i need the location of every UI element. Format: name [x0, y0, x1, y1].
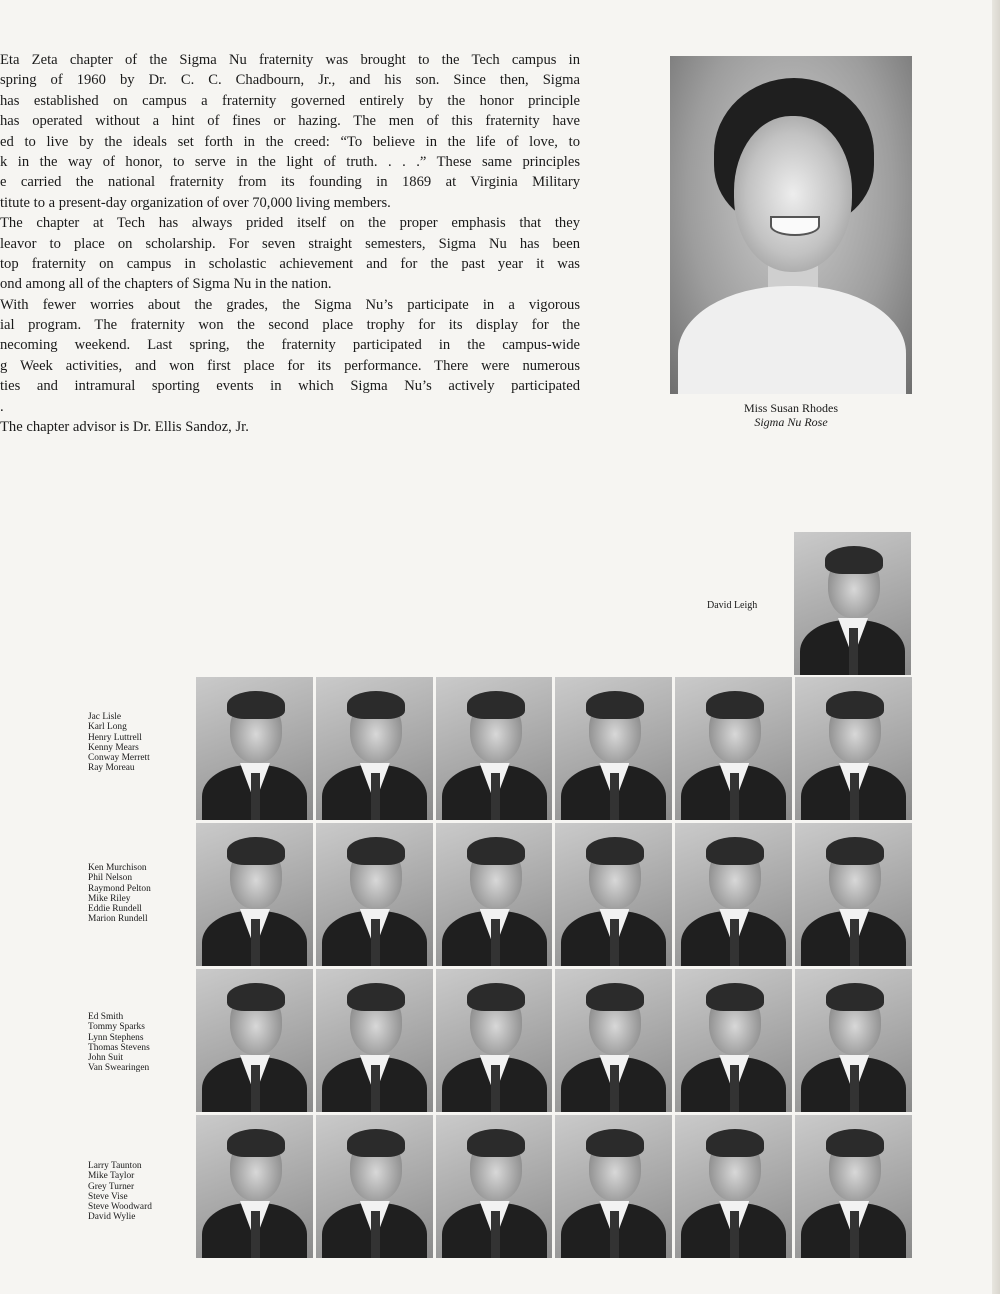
member-name: Marion Rundell — [88, 914, 148, 925]
member-name: Eddie Rundell — [88, 904, 142, 915]
member-name: Ray Moreau — [88, 763, 135, 774]
photo-row — [196, 823, 912, 966]
article-line: top fraternity on campus in scholastic achievement and for the past year it was — [0, 255, 580, 272]
member-photo — [555, 677, 672, 820]
member-photo-grid — [196, 677, 912, 1261]
member-name: Mike Taylor — [88, 1171, 135, 1182]
member-name: Thomas Stevens — [88, 1042, 150, 1053]
article-line: e carried the national fraternity from its founding in 1869 at Virginia Military — [0, 174, 580, 191]
row-2-names — [88, 863, 151, 925]
article-line: titute to a present-day organization of over 70,000 living members. — [0, 194, 391, 211]
member-name: Raymond Pelton — [88, 883, 151, 894]
leader-name: David Leigh — [707, 600, 758, 611]
member-name: David Wylie — [88, 1212, 136, 1223]
member-name: Tommy Sparks — [88, 1022, 145, 1033]
article-line: . — [0, 398, 4, 415]
article-line: The chapter at Tech has always prided itself on the proper emphasis that they — [0, 215, 580, 232]
member-name: Ed Smith — [88, 1012, 124, 1022]
member-photo — [795, 823, 912, 966]
photo-row — [196, 969, 912, 1112]
member-photo — [436, 969, 553, 1112]
featured-name: Miss Susan Rhodes — [743, 401, 838, 415]
member-name: Kenny Mears — [88, 742, 139, 753]
member-name: John Suit — [88, 1053, 124, 1064]
member-photo — [795, 969, 912, 1112]
member-photo — [436, 823, 553, 966]
member-photo — [316, 677, 433, 820]
article-line: necoming weekend. Last spring, the fraternity participated in the campus-wide — [0, 337, 580, 354]
member-name: Lynn Stephens — [88, 1032, 144, 1043]
article-line: Eta Zeta chapter of the Sigma Nu fraternity was brought to the Tech campus in — [0, 52, 580, 68]
member-photo — [675, 969, 792, 1112]
member-name: Karl Long — [88, 722, 127, 733]
article-line: leavor to place on scholarship. For seven straight semesters, Sigma Nu has been — [0, 235, 580, 252]
member-name: Jac Lisle — [88, 712, 122, 722]
member-name: Ken Murchison — [88, 863, 147, 873]
member-name: Larry Taunton — [88, 1161, 142, 1171]
member-photo — [555, 969, 672, 1112]
member-photo — [795, 1115, 912, 1258]
member-name: Phil Nelson — [88, 873, 133, 884]
article-line: ial program. The fraternity won the second place trophy for its display for the — [0, 317, 580, 334]
member-photo — [316, 1115, 433, 1258]
page-edge — [992, 0, 1000, 1294]
member-photo — [795, 677, 912, 820]
row-3-names — [88, 1012, 150, 1074]
member-photo — [675, 823, 792, 966]
member-photo — [196, 1115, 313, 1258]
member-name: Steve Vise — [88, 1191, 128, 1202]
article-text — [0, 50, 580, 437]
member-name: Grey Turner — [88, 1181, 135, 1192]
article-line: has established on campus a fraternity governed entirely by the honor principle — [0, 92, 580, 109]
member-photo — [555, 823, 672, 966]
article-line: ed to live by the ideals set forth in the creed: “To believe in the life of love, to — [0, 133, 580, 150]
member-name: Mike Riley — [88, 893, 131, 904]
article-line: g Week activities, and won first place for its performance. There were numerous — [0, 357, 580, 374]
article-line: k in the way of honor, to serve in the light of truth. . . .” These same principles — [0, 153, 580, 170]
article-line: has operated without a hint of fines or hazing. The men of this fraternity have — [0, 113, 580, 130]
row-1-names — [88, 712, 150, 774]
member-photo — [316, 969, 433, 1112]
member-photo — [436, 1115, 553, 1258]
article-line: spring of 1960 by Dr. C. C. Chadbourn, Jr., and his son. Since then, Sigma — [0, 72, 580, 89]
member-photo — [675, 1115, 792, 1258]
member-name: Steve Woodward — [88, 1202, 152, 1213]
member-name: Van Swearingen — [88, 1063, 150, 1074]
member-photo — [675, 677, 792, 820]
leader-photo — [794, 532, 911, 675]
member-photo — [555, 1115, 672, 1258]
member-photo — [196, 969, 313, 1112]
row-4-names — [88, 1161, 152, 1223]
article-line: ond among all of the chapters of Sigma Nu in the nation. — [0, 276, 332, 293]
member-photo — [196, 823, 313, 966]
featured-title: Sigma Nu Rose — [754, 415, 828, 429]
article-line: With fewer worries about the grades, the Sigma Nu’s participate in a vigorous — [0, 296, 580, 313]
member-photo — [436, 677, 553, 820]
article-line: The chapter advisor is Dr. Ellis Sandoz, Jr. — [0, 419, 249, 436]
member-photo — [196, 677, 313, 820]
member-photo — [316, 823, 433, 966]
member-name: Conway Merrett — [88, 753, 150, 764]
featured-portrait — [670, 56, 912, 394]
photo-row — [196, 1115, 912, 1258]
article-line: ties and intramural sporting events in which Sigma Nu’s actively participated — [0, 378, 580, 395]
member-name: Henry Luttrell — [88, 732, 142, 743]
photo-row — [196, 677, 912, 820]
